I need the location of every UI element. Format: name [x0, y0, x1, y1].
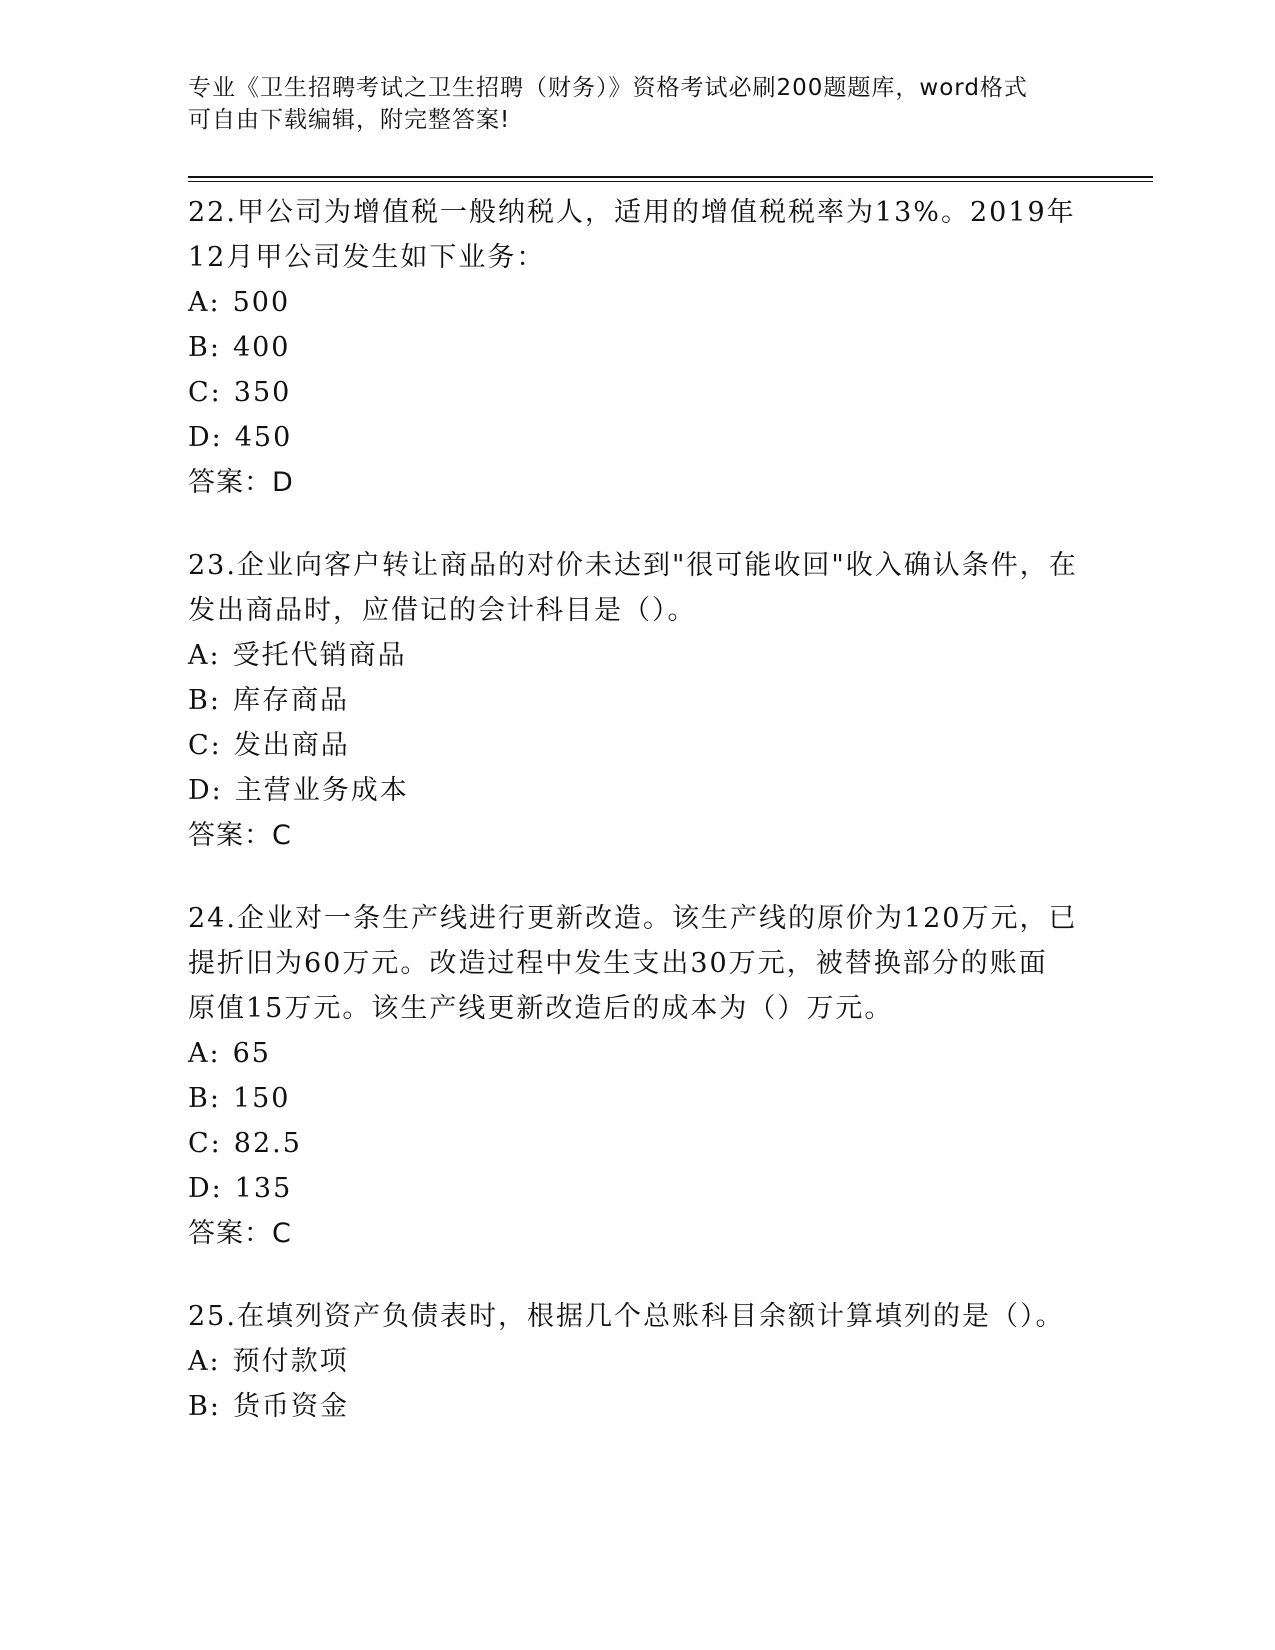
stem-line: 发出商品时，应借记的会计科目是（）。 [188, 595, 697, 626]
option-letter: A: [188, 1038, 221, 1069]
answer-text: 答案：D [188, 467, 294, 498]
question-23 [188, 543, 1088, 858]
option-letter: A: [188, 1346, 221, 1377]
option-letter: D: [188, 422, 223, 453]
option-text: 400 [232, 332, 291, 363]
option-d [188, 415, 1088, 460]
header-divider-thin [188, 181, 1153, 182]
question-22 [188, 190, 1088, 505]
option-a [188, 280, 1088, 325]
option-text: 150 [232, 1083, 291, 1114]
question-stem [188, 896, 1088, 1031]
option-letter: B: [188, 685, 221, 716]
option-letter: C: [188, 377, 222, 408]
stem-line: 23.企业向客户转让商品的对价未达到"很可能收回"收入确认条件，在 [188, 550, 1078, 581]
question-stem [188, 1294, 1088, 1339]
question-25 [188, 1294, 1088, 1429]
option-text: 500 [232, 287, 291, 318]
option-letter: B: [188, 1391, 221, 1422]
option-letter: D: [188, 775, 223, 806]
option-letter: B: [188, 332, 221, 363]
header-line: 可自由下载编辑，附完整答案! [188, 107, 511, 133]
option-text: 发出商品 [233, 730, 350, 761]
option-text: 预付款项 [232, 1346, 349, 1377]
option-d [188, 768, 1088, 813]
option-c [188, 370, 1088, 415]
document-header [188, 72, 1068, 136]
header-line: 专业《卫生招聘考试之卫生招聘（财务）》资格考试必刷200题题库，word格式 [188, 75, 1028, 101]
option-a [188, 633, 1088, 678]
option-letter: C: [188, 730, 222, 761]
option-text: 350 [233, 377, 292, 408]
option-c [188, 723, 1088, 768]
option-b [188, 678, 1088, 723]
option-d [188, 1166, 1088, 1211]
option-text: 65 [232, 1038, 271, 1069]
answer-text: 答案：C [188, 1218, 292, 1249]
option-text: 受托代销商品 [232, 640, 407, 671]
stem-line: 原值15万元。该生产线更新改造后的成本为（）万元。 [188, 993, 894, 1024]
option-b [188, 1076, 1088, 1121]
option-text: 135 [234, 1173, 293, 1204]
stem-line: 25.在填列资产负债表时，根据几个总账科目余额计算填列的是（）。 [188, 1301, 1065, 1332]
option-letter: A: [188, 640, 221, 671]
question-24 [188, 896, 1088, 1256]
option-text: 主营业务成本 [234, 775, 409, 806]
option-b [188, 325, 1088, 370]
option-text: 库存商品 [232, 685, 349, 716]
answer-text: 答案：C [188, 820, 292, 851]
stem-line: 22.甲公司为增值税一般纳税人，适用的增值税税率为13%。2019年 [188, 197, 1076, 228]
option-letter: C: [188, 1128, 222, 1159]
header-divider [188, 176, 1153, 178]
stem-line: 24.企业对一条生产线进行更新改造。该生产线的原价为120万元，已 [188, 903, 1078, 934]
option-c [188, 1121, 1088, 1166]
question-list [188, 190, 1088, 1467]
option-b [188, 1384, 1088, 1429]
option-letter: D: [188, 1173, 223, 1204]
question-stem [188, 543, 1088, 633]
option-text: 450 [234, 422, 293, 453]
option-text: 货币资金 [232, 1391, 349, 1422]
stem-line: 12月甲公司发生如下业务： [188, 242, 546, 273]
option-a [188, 1339, 1088, 1384]
stem-line: 提折旧为60万元。改造过程中发生支出30万元，被替换部分的账面 [188, 948, 1048, 979]
option-a [188, 1031, 1088, 1076]
option-letter: B: [188, 1083, 221, 1114]
option-letter: A: [188, 287, 221, 318]
option-text: 82.5 [233, 1128, 302, 1159]
question-stem [188, 190, 1088, 280]
